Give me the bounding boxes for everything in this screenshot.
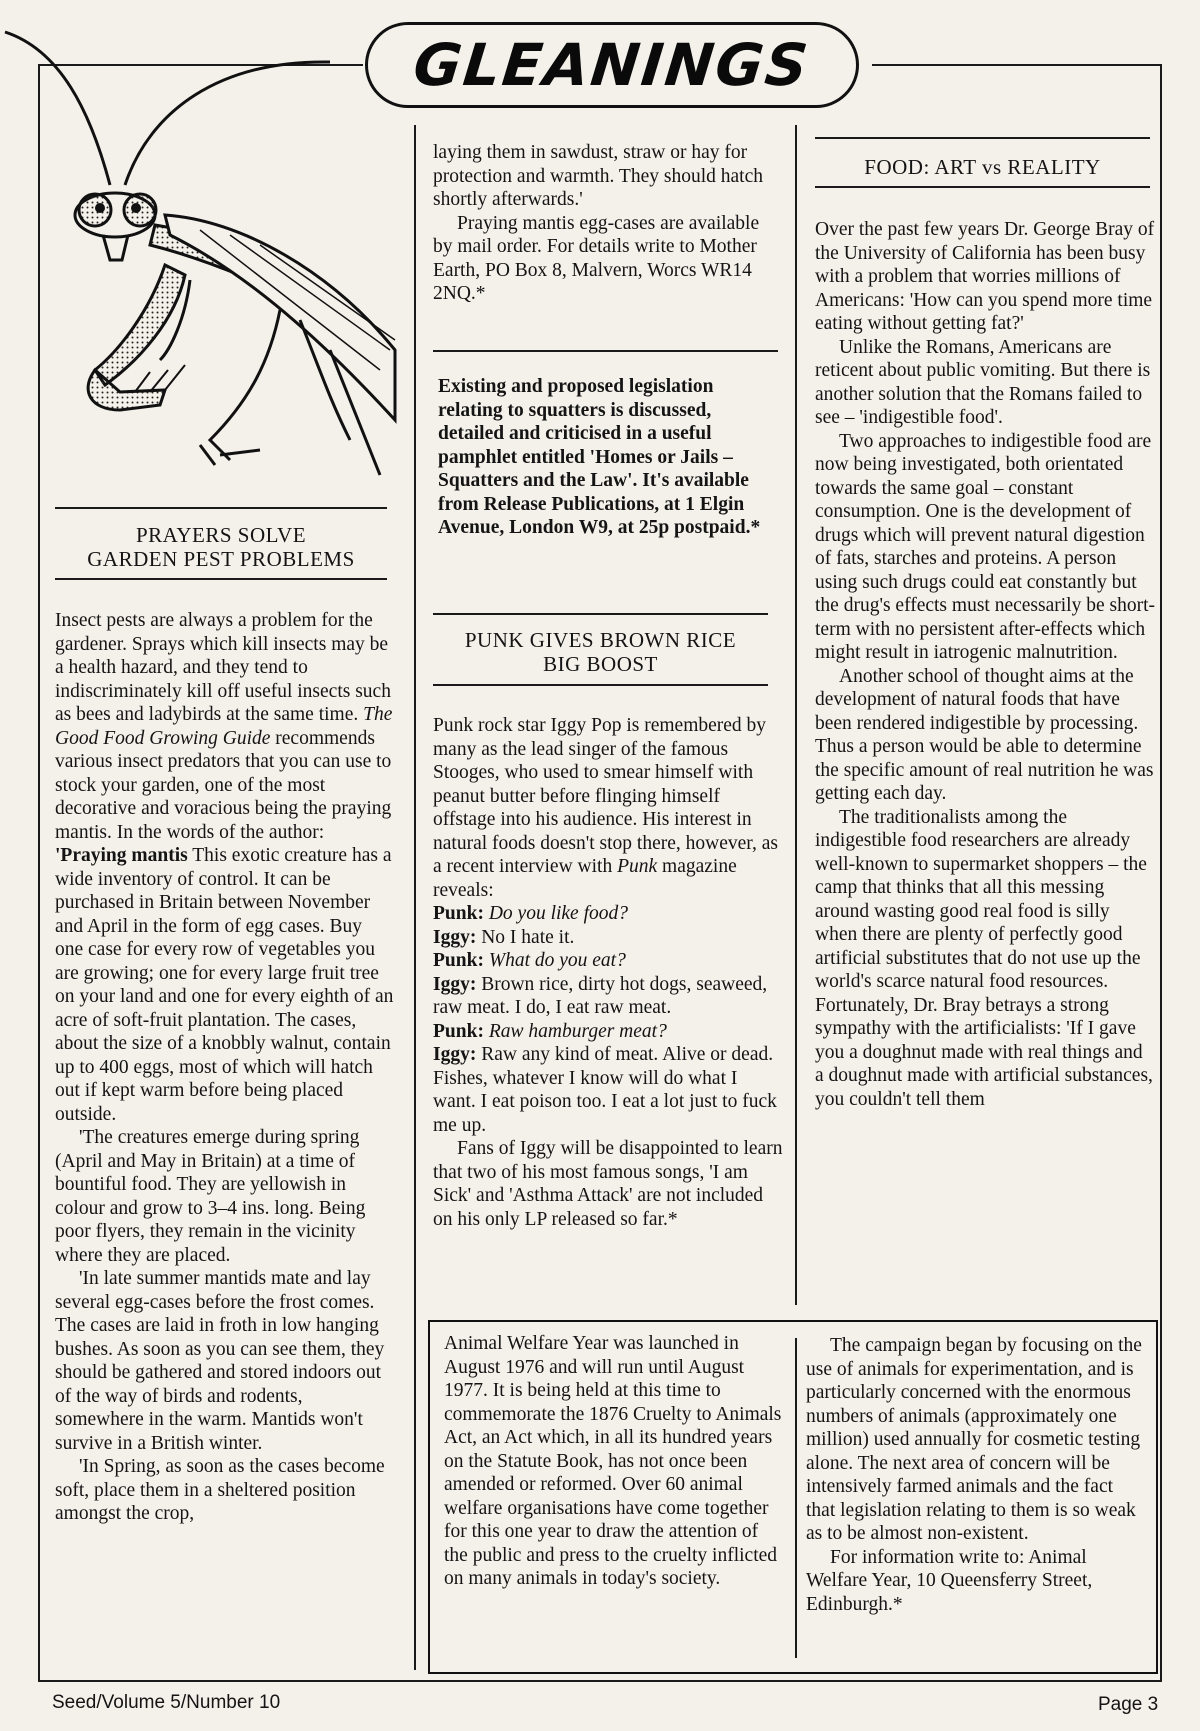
animal-welfare-divider <box>795 1338 797 1658</box>
praying-mantis-icon <box>0 20 400 490</box>
speaker-iggy: Iggy: <box>433 1044 477 1065</box>
mantis-paragraph-2 <box>55 844 395 1126</box>
speaker-punk: Punk: <box>433 950 484 971</box>
food-paragraph-3: Two approaches to indigestible food are now being investigated, both orientated towards the same goal – constant consumption. One is the development of drugs which will prevent natural digestion of fats, starches and proteins. A person using such drugs could eat constantly but the drug's effects must necessarily be short-term with no persistent after-effects which might result in iatrogenic malnutrition. <box>815 430 1155 663</box>
mantis-cont-paragraph-2: Praying mantis egg-cases are available by mail order. For details write to Mother Earth, PO Box 8, Malvern, Worcs WR14 2NQ.* <box>433 212 760 304</box>
question-text: Do you like food? <box>483 903 629 924</box>
punk-closing: Fans of Iggy will be disappointed to learn that two of his most famous songs, 'I am Sick' and 'Asthma Attack' are not included on his only LP released so far.* <box>433 1138 783 1230</box>
punk-headline-rule-top <box>433 613 768 615</box>
mantis-headline-line-1: PRAYERS SOLVE <box>135 523 307 547</box>
frame-top-right <box>872 64 1162 66</box>
mantis-paragraph-5: 'In Spring, as soon as the cases become soft, place them in a sheltered position amongst the crop, <box>55 1456 385 1524</box>
footer-page-number: Page 3 <box>1098 1694 1159 1715</box>
masthead-title: GLEANINGS <box>410 31 814 99</box>
food-paragraph-4: Another school of thought aims at the development of natural foods that have been rendered indigestible by processing. Thus a person would be able to determine the specific amount of real nutrition he was getting each day. <box>815 665 1154 804</box>
mantis-paragraph-3: 'The creatures emerge during spring (April and May in Britain) at a time of bountiful food. They are yellowish in colour and grow to 3–4 ins. long. Being poor flyers, they remain in the vicinity where they are placed. <box>55 1127 366 1266</box>
food-article-body <box>815 218 1155 1111</box>
mantis-p2-lead: 'Praying mantis <box>55 845 188 866</box>
animal-welfare-right-paragraph-2: For information write to: Animal Welfare Year, 10 Queensferry Street, Edinburgh.* <box>806 1546 1093 1615</box>
footer-publication: Seed/Volume 5/Number 10 <box>52 1692 281 1713</box>
speaker-punk: Punk: <box>433 1020 484 1042</box>
food-headline: FOOD: ART vs REALITY <box>864 155 1101 179</box>
column-divider-2 <box>795 125 797 1305</box>
interview-q3 <box>433 1020 785 1044</box>
mantis-headline-rule-bottom <box>55 578 387 580</box>
interview-q1 <box>433 902 785 926</box>
answer-text: Raw any kind of meat. Alive or dead. Fishes, whatever I know will do what I want. I eat poison too. I eat a lot just to fuck me up. <box>433 1044 777 1136</box>
animal-welfare-left <box>444 1332 784 1591</box>
food-headline-rule-bottom <box>815 186 1150 188</box>
punk-headline-rule-bottom <box>433 684 768 686</box>
answer-text: Brown rice, dirty hot dogs, seaweed, raw meat. I do, I eat raw meat. <box>433 973 768 1018</box>
food-paragraph-2: Unlike the Romans, Americans are reticent about public vomiting. But there is another solution that the Romans failed to see – 'indigestible food'. <box>815 336 1151 428</box>
food-paragraph-5: The traditionalists among the indigestible food researchers are already well-known to supermarket shoppers – the camp that thinks that all this messing around wasting good real food is silly when there are plenty of perfectly good artificial substitutes that do not use up the world's scarce natural food resources. Fortunately, Dr. Bray betrays a strong sympathy with the artificialists: 'If I gave you a doughnut made with real things and a doughnut made with artificial substances, you couldn't tell them <box>815 806 1153 1110</box>
mantis-p1-text-a: Insect pests are always a problem for the gardener. Sprays which kill insects may be a health hazard, and they tend to indiscriminately kill off useful insects such as bees and ladybirds at the same time. <box>55 610 391 725</box>
punk-headline-line-1: PUNK GIVES BROWN RICE <box>464 628 737 652</box>
interview-q2 <box>433 949 785 973</box>
mantis-p1-text-b: recommends various insect predators that you can use to stock your garden, one of the most decorative and voracious being the praying mantis. In the words of the author: <box>55 727 392 843</box>
food-paragraph-1: Over the past few years Dr. George Bray of the University of California has been busy with a problem that worries millions of Americans: 'How can you spend more time eating without getting fat?' <box>815 219 1155 334</box>
speaker-iggy: Iggy: <box>433 973 477 995</box>
column-2-rule-1 <box>433 350 778 352</box>
squatters-notice <box>438 375 778 540</box>
mantis-headline <box>55 523 387 571</box>
interview-a1 <box>433 926 785 950</box>
answer-text: No I hate it. <box>476 926 575 948</box>
mantis-headline-rule-top <box>55 507 387 509</box>
question-text: Raw hamburger meat? <box>483 1020 667 1042</box>
punk-intro-text-b: magazine reveals: <box>433 856 737 901</box>
mantis-continuation <box>433 141 773 306</box>
punk-intro <box>433 714 785 902</box>
frame-right <box>1160 64 1162 1680</box>
squatters-notice-text: Existing and proposed legislation relating to squatters is discussed, detailed and criticised in a useful pamphlet entitled 'Homes or Jails – Squatters and the Law'. It's available from Release Publications, at 1 Elgin Avenue, London W9, at 25p postpaid.* <box>438 376 761 538</box>
interview-a2 <box>433 973 785 1020</box>
mantis-p2-text: This exotic creature has a wide inventory of control. It can be purchased in Britain between November and April in the form of egg cases. Buy one case for every row of vegetables you are growing; one for every large fruit tree on your land and one for every eighth of an acre of soft-fruit plantation. The cases, about the size of a knobbly walnut, contain up to 400 eggs, most of which will hatch out if kept warm before being placed outside. <box>55 845 394 1125</box>
punk-headline <box>433 628 768 676</box>
punk-headline-line-2: BIG BOOST <box>543 652 658 676</box>
speaker-iggy: Iggy: <box>433 926 477 948</box>
mantis-article-body <box>55 609 395 1526</box>
animal-welfare-right <box>806 1334 1146 1616</box>
punk-magazine-name: Punk <box>617 856 658 877</box>
column-divider-1 <box>414 125 416 1670</box>
food-headline-rule-top <box>815 137 1150 139</box>
mantis-paragraph-4: 'In late summer mantids mate and lay several egg-cases before the frost comes. The cases are laid in froth in low hanging bushes. As soon as you can see them, they should be gathered and stored indoors out of the way of birds and rodents, somewhere in the warm. Mantids won't survive in a British winter. <box>55 1268 385 1454</box>
book-title: The Good Food Growing Guide <box>55 704 393 749</box>
mantis-cont-paragraph-1: laying them in sawdust, straw or hay for protection and warmth. They should hatch shortly afterwards.' <box>433 142 763 210</box>
animal-welfare-left-text: Animal Welfare Year was launched in August 1976 and will run until August 1977. It is being held at this time to commemorate the 1876 Cruelty to Animals Act, an Act which, in all its hundred years on the Statute Book, has not once been amended or reformed. Over 60 animal welfare organisations have come together for this one year to draw the attention of the public and press to the cruelty inflicted on many animals in today's society. <box>444 1333 782 1589</box>
frame-bottom <box>38 1680 1162 1682</box>
punk-article-body <box>433 714 785 1231</box>
interview-a3 <box>433 1043 785 1137</box>
masthead <box>365 22 859 108</box>
speaker-punk: Punk: <box>433 903 484 924</box>
question-text: What do you eat? <box>483 950 626 971</box>
mantis-paragraph-1 <box>55 609 395 844</box>
mantis-headline-line-2: GARDEN PEST PROBLEMS <box>87 547 355 571</box>
animal-welfare-right-paragraph-1: The campaign began by focusing on the use of animals for experimentation, and is particularly concerned with the enormous numbers of animals (approximately one million) used annually for cosmetic testing alone. The next area of concern will be intensively farmed animals and the fact that legislation relating to them is so weak as to be almost non-existent. <box>806 1335 1142 1544</box>
punk-intro-text-a: Punk rock star Iggy Pop is remembered by many as the lead singer of the famous Stooges, who used to smear himself with peanut butter before flinging himself offstage into his audience. His interest in natural foods doesn't stop there, however, as a recent interview with <box>433 715 778 877</box>
